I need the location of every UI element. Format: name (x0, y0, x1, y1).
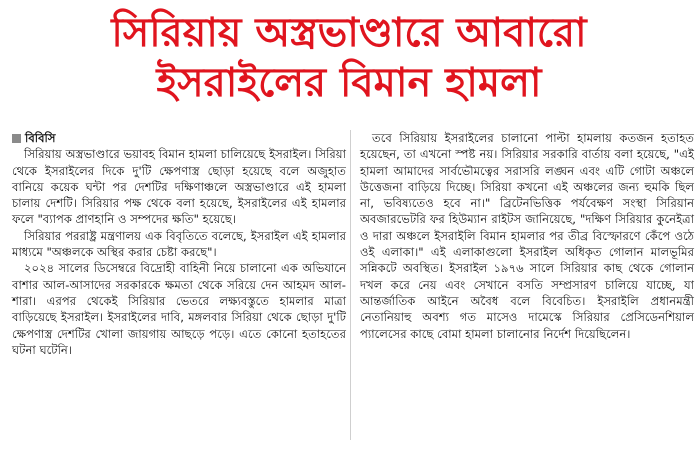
article-column-right (360, 130, 694, 342)
paragraph: তবে সিরিয়ায় ইসরাইলের চালানো পাল্টা হামলায় কতজন হতাহত হয়েছেন, তা এখনো স্পষ্ট নয়। সিরিয়ার সরকারি বার্তায় বলা হয়েছে, "এই হামলা আমাদের সার্বভৌমত্বের সরাসরি লঙ্ঘন এবং এটি গোটা অঞ্চলে উত্তেজনা বাড়িয়ে দিচ্ছে। সিরিয়া কখনো এই অঞ্চলের জন্য হুমকি ছিল না, ভবিষ্যতেও হবে না।" ব্রিটেনভিত্তিক পর্যবেক্ষণ সংস্থা সিরিয়ান অবজারভেটরি ফর হিউম্যান রাইটস জানিয়েছে, "দক্ষিণ সিরিয়ার কুনেইত্রা ও দারা অঞ্চলে ইসরাইলি বিমান হামলার পর তীব্র বিস্ফোরণে কেঁপে ওঠে ওই এলাকা।" এই এলাকাগুলো ইসরাইল অধিকৃত গোলান মালভূমির সন্নিকটে অবস্থিত। ইসরাইল ১৯৭৬ সালে সিরিয়ার কাছ থেকে গোলান দখল করে নেয় এবং সেখানে বসতি সম্প্রসারণ চালিয়ে যাচ্ছে, যা আন্তর্জাতিক আইনে অবৈধ বলে বিবেচিত। ইসরাইলি প্রধানমন্ত্রী নেতানিয়াহু অবশ্য গত মাসেও দামেস্কে সিরিয়ার প্রেসিডেনশিয়াল প্যালেসের কাছে বোমা হামলা চালানোর নির্দেশ দিয়েছিলেন। (360, 131, 694, 341)
article-column-left (12, 130, 346, 358)
bullet-icon (12, 134, 21, 143)
paragraph: সিরিয়ার পররাষ্ট্র মন্ত্রণালয় এক বিবৃতিতে বলেছে, ইসরাইল এই হামলার মাধ্যমে "অঞ্চলকে অস্থির করার চেষ্টা করছে"। (12, 228, 346, 260)
source-label (12, 130, 346, 146)
headline (0, 8, 698, 108)
column-divider (350, 130, 351, 440)
source-text: বিবিসি (25, 131, 56, 145)
headline-line-1: সিরিয়ায় অস্ত্রভাণ্ডারে আবারো (111, 10, 587, 56)
paragraph: ২০২৪ সালের ডিসেম্বরে বিদ্রোহী বাহিনী নিয়ে চালানো এক অভিযানে বাশার আল-আসাদের সরকারকে ক্ষমতা থেকে সরিয়ে দেন আহমদ আল-শারা। এরপর থেকেই সিরিয়ার ভেতরে লক্ষ্যবস্তুতে হামলার মাত্রা বাড়িয়েছে ইসরাইল। ইসরাইলের দাবি, মঙ্গলবার সিরিয়া থেকে ছোড়া দু'টি ক্ষেপণাস্ত্র দেশটির খোলা জায়গায় আছড়ে পড়ে। এতে কোনো হতাহতের ঘটনা ঘটেনি। (12, 261, 346, 357)
paragraph: সিরিয়ায় অস্ত্রভাণ্ডারে ভয়াবহ বিমান হামলা চালিয়েছে ইসরাইল। সিরিয়া থেকে ইসরাইলের দিকে দু'টি ক্ষেপণাস্ত্র ছোড়া হয়েছে বলে অজুহাত বানিয়ে কয়েক ঘন্টা পর দেশটির দক্ষিণাঞ্চলে অস্ত্রভাণ্ডারে এই হামলা চালায় দেশটি। সিরিয়ার পক্ষ থেকে বলা হয়েছে, ইসরাইলের এই হামলার ফলে "ব্যাপক প্রাণহানি ও সম্পদের ক্ষতি" হয়েছে। (12, 147, 346, 227)
headline-line-2: ইসরাইলের বিমান হামলা (156, 60, 542, 106)
